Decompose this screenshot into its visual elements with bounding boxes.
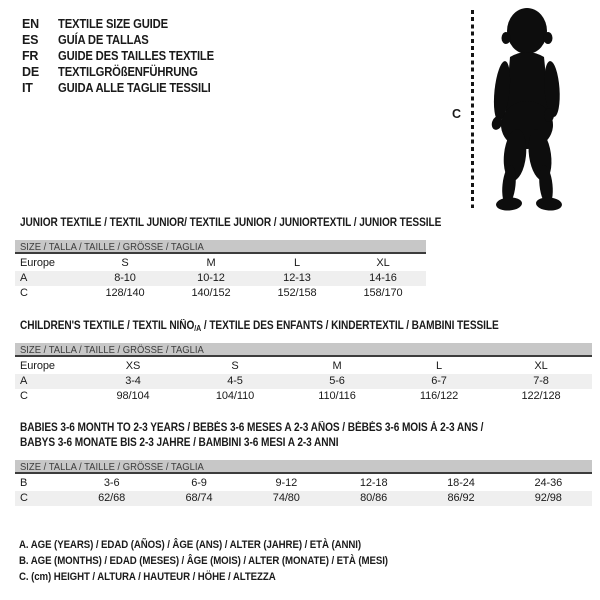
language-row — [22, 32, 231, 48]
language-title: GUIDA ALLE TAGLIE TESSILI — [58, 81, 211, 95]
children-title-post: / TEXTILE DES ENFANTS / KINDERTEXTIL / BAMBINI TESSILE — [201, 320, 499, 332]
language-code: FR — [22, 49, 39, 63]
babies-size-table — [15, 476, 592, 506]
height-measure-dashed-line — [471, 10, 474, 208]
junior-title-text: JUNIOR TEXTILE / TEXTIL JUNIOR/ TEXTILE JUNIOR / JUNIORTEXTIL / JUNIOR TESSILE — [20, 217, 442, 229]
junior-size-table — [15, 256, 426, 301]
table-cell: 4-5 — [227, 375, 243, 387]
table-row — [15, 374, 592, 389]
table-cell: 62/68 — [98, 492, 126, 504]
language-title: TEXTILGRÖßENFÜHRUNG — [58, 65, 198, 79]
table-cell: 7-8 — [533, 375, 549, 387]
table-cell: S — [121, 257, 129, 269]
junior-size-header-bar — [15, 240, 426, 254]
footnote-line — [19, 537, 438, 553]
row-label: Europe — [20, 360, 55, 372]
language-row — [22, 16, 231, 32]
children-size-table — [15, 359, 592, 404]
children-section-title — [20, 320, 564, 333]
language-legend — [22, 16, 231, 96]
table-cell: 5-6 — [329, 375, 345, 387]
table-cell: 128/140 — [105, 287, 145, 299]
table-cell: 74/80 — [272, 492, 300, 504]
table-row — [15, 359, 592, 374]
table-cell: 6-9 — [191, 477, 207, 489]
table-cell: 6-7 — [431, 375, 447, 387]
babies-size-header-bar — [15, 460, 592, 474]
babies-size-header-text: SIZE / TALLA / TAILLE / GRÖSSE / TAGLIA — [20, 461, 204, 473]
row-label: B — [20, 477, 28, 489]
table-row — [15, 389, 592, 404]
row-label: C — [20, 492, 28, 504]
table-cell: 10-12 — [197, 272, 225, 284]
toddler-silhouette-icon — [482, 5, 577, 212]
row-label: A — [20, 272, 28, 284]
language-row — [22, 80, 231, 96]
children-title-pre: CHILDREN'S TEXTILE / TEXTIL NIÑO — [20, 320, 195, 332]
table-cell: 24-36 — [534, 477, 563, 489]
table-cell: 12-18 — [359, 477, 388, 489]
footnote-line — [19, 569, 438, 585]
table-cell: 140/152 — [191, 287, 231, 299]
language-code: DE — [22, 65, 39, 79]
table-cell: 18-24 — [447, 477, 475, 489]
footnotes — [19, 537, 438, 585]
table-cell: 9-12 — [275, 477, 298, 489]
children-size-header-bar — [15, 343, 592, 357]
language-row — [22, 48, 231, 64]
children-title-sub: /A — [194, 324, 202, 333]
table-cell: 8-10 — [114, 272, 136, 284]
table-cell: M — [332, 360, 342, 372]
table-cell: L — [435, 360, 443, 372]
table-cell: 80/86 — [360, 492, 388, 504]
children-title-text — [20, 320, 499, 333]
table-cell: 110/116 — [318, 390, 356, 402]
language-code: IT — [22, 81, 33, 95]
row-label: C — [20, 390, 28, 402]
footnote-text: A. AGE (YEARS) / EDAD (AÑOS) / ÂGE (ANS) / ALTER (JAHRE) / ETÀ (ANNI) — [19, 539, 362, 551]
babies-title-line2: BABYS 3-6 MONATE BIS 2-3 JAHRE / BAMBINI 3-6 MESI A 2-3 ANNI — [20, 437, 339, 449]
table-row — [15, 256, 426, 271]
table-cell: 12-13 — [283, 272, 311, 284]
height-measure-label: C — [452, 107, 462, 121]
table-cell: 122/128 — [521, 390, 561, 402]
table-cell: 3-6 — [103, 477, 120, 489]
table-row — [15, 286, 426, 301]
table-cell: M — [206, 257, 216, 269]
table-cell: 116/122 — [419, 390, 459, 402]
table-cell: S — [231, 360, 239, 372]
children-size-header-text: SIZE / TALLA / TAILLE / GRÖSSE / TAGLIA — [20, 344, 204, 356]
table-cell: XL — [376, 257, 390, 269]
table-cell: 152/158 — [277, 287, 317, 299]
table-row — [15, 491, 592, 506]
language-title: TEXTILE SIZE GUIDE — [58, 17, 168, 31]
language-title: GUÍA DE TALLAS — [58, 33, 149, 47]
babies-section-title — [20, 421, 547, 451]
footnote-text: B. AGE (MONTHS) / EDAD (MESES) / ÂGE (MOIS) / ALTER (MONATE) / ETÀ (MESI) — [19, 555, 388, 567]
table-cell: 68/74 — [185, 492, 213, 504]
table-cell: 14-16 — [369, 272, 397, 284]
table-row — [15, 271, 426, 286]
row-label: C — [20, 287, 28, 299]
junior-section-title — [20, 217, 499, 229]
language-title: GUIDE DES TAILLES TEXTILE — [58, 49, 214, 63]
language-code: EN — [22, 17, 39, 31]
table-cell: 158/170 — [363, 287, 403, 299]
table-cell: 86/92 — [447, 492, 475, 504]
table-cell: 92/98 — [534, 492, 562, 504]
table-row — [15, 476, 592, 491]
table-cell: L — [293, 257, 301, 269]
junior-size-header-text: SIZE / TALLA / TAILLE / GRÖSSE / TAGLIA — [20, 241, 204, 253]
footnote-line — [19, 553, 438, 569]
language-row — [22, 64, 231, 80]
language-code: ES — [22, 33, 39, 47]
table-cell: 104/110 — [215, 390, 255, 402]
row-label: Europe — [20, 257, 55, 269]
footnote-text: C. (cm) HEIGHT / ALTURA / HAUTEUR / HÖHE / ALTEZZA — [19, 571, 276, 583]
table-cell: XL — [534, 360, 548, 372]
table-cell: XS — [125, 360, 141, 372]
babies-title-line1: BABIES 3-6 MONTH TO 2-3 YEARS / BEBÉS 3-6 MESES A 2-3 AÑOS / BÉBÉS 3-6 MOIS À 2-3 ANS / — [20, 422, 484, 434]
table-cell: 98/104 — [116, 390, 150, 402]
table-cell: 3-4 — [125, 375, 141, 387]
row-label: A — [20, 375, 28, 387]
